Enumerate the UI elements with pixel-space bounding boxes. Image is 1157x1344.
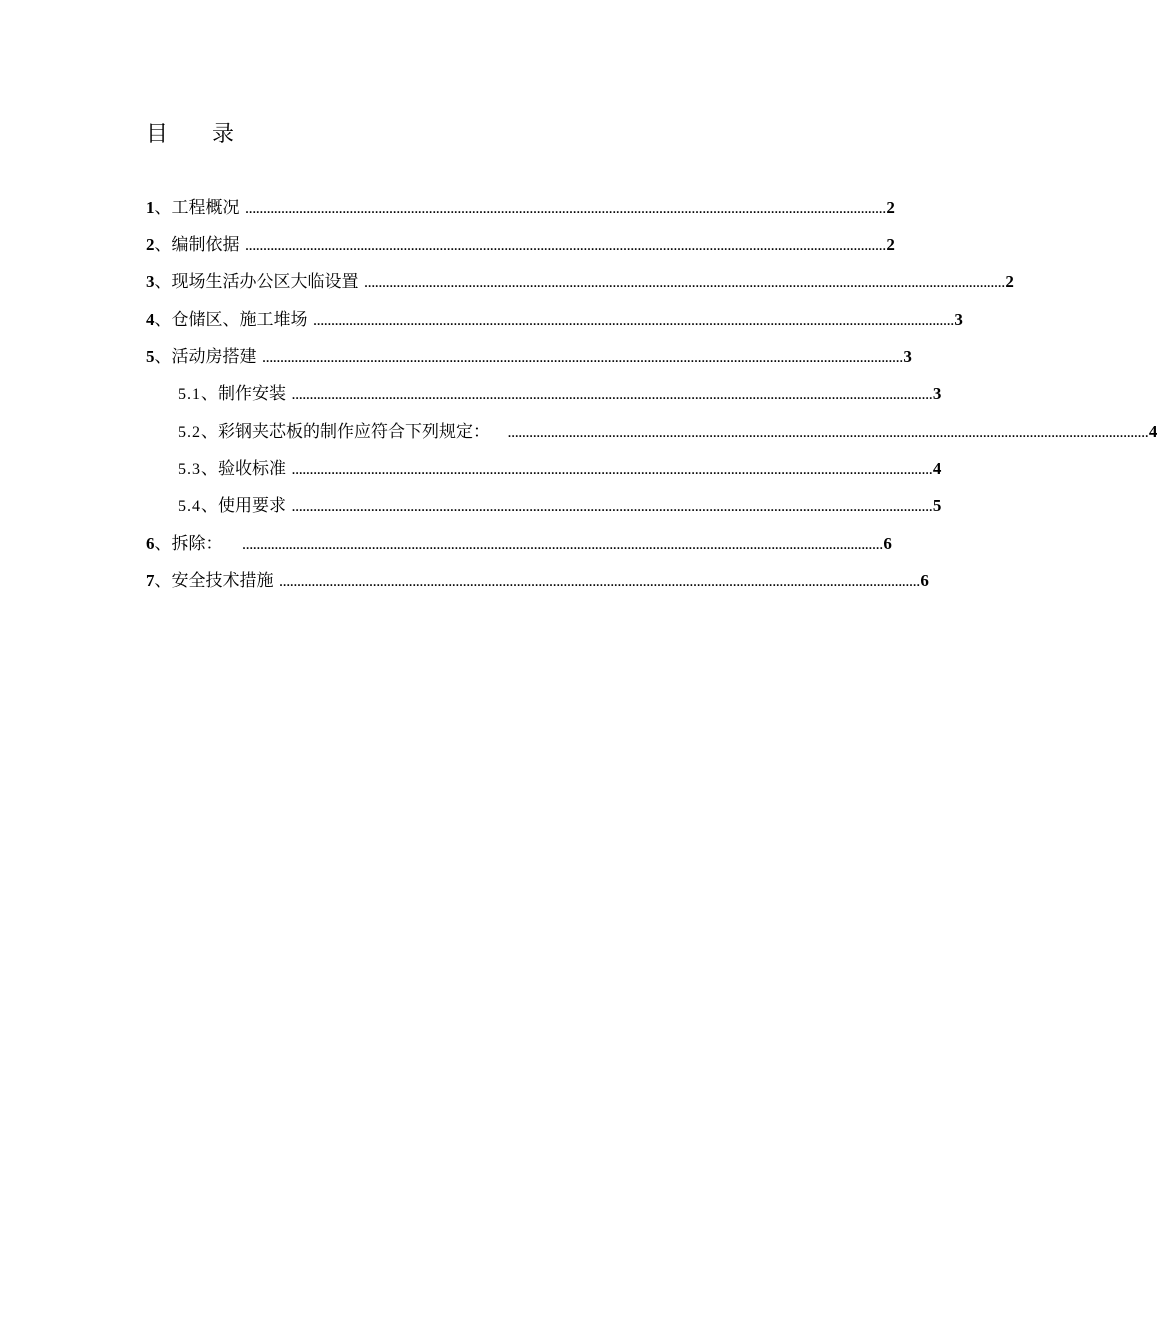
toc-entry-number: 5.1 — [178, 386, 201, 403]
toc-entry-separator: 、 — [154, 571, 172, 591]
toc-entry-number: 7 — [146, 571, 155, 590]
toc-entry-separator: 、 — [201, 459, 218, 479]
toc-dot-leader: .................................................................................................................................................................................. — [508, 426, 1149, 440]
toc-entry-separator: 、 — [154, 198, 172, 218]
toc-subentry[interactable] — [178, 419, 1157, 445]
toc-title: 目 录 — [146, 122, 235, 147]
toc-entry-page: 2 — [1005, 272, 1014, 291]
toc-entry-number: 4 — [146, 310, 155, 329]
toc-entry[interactable] — [146, 568, 929, 594]
toc-entry-separator: 、 — [154, 534, 172, 554]
toc-entry-separator: 、 — [154, 310, 172, 330]
toc-entry-separator: 、 — [154, 347, 172, 367]
toc-entry[interactable] — [146, 232, 895, 258]
toc-entry-number: 5 — [146, 347, 155, 366]
toc-entry-number: 5.4 — [178, 498, 201, 515]
toc-dot-leader: .................................................................................................................................................................................. — [279, 575, 921, 589]
toc-entry-page: 6 — [883, 534, 892, 553]
toc-entry-separator: 、 — [201, 422, 218, 442]
toc-dot-leader: .................................................................................................................................................................................. — [313, 314, 955, 328]
toc-dot-leader: .................................................................................................................................................................................. — [245, 202, 887, 216]
toc-entry-title: 安全技术措施 — [171, 571, 274, 591]
toc-entry-title: 制作安装 — [218, 384, 286, 404]
toc-entry-page: 2 — [886, 198, 895, 217]
toc-entry-title: 验收标准 — [218, 459, 286, 479]
toc-entry[interactable] — [146, 269, 1014, 295]
toc-entry-title: 活动房搭建 — [171, 347, 257, 367]
toc-dot-leader: .................................................................................................................................................................................. — [245, 239, 887, 253]
toc-entry-title: 工程概况 — [171, 198, 240, 218]
toc-entry-page: 2 — [886, 235, 895, 254]
toc-dot-leader: .................................................................................................................................................................................. — [292, 388, 933, 402]
toc-dot-leader: .................................................................................................................................................................................. — [364, 276, 1006, 290]
toc-entry-separator: 、 — [201, 496, 218, 516]
toc-subentry[interactable] — [178, 456, 942, 482]
toc-entry-separator: 、 — [154, 235, 172, 255]
toc-entry-page: 3 — [932, 384, 942, 403]
toc-entry-title: 彩钢夹芯板的制作应符合下列规定： — [218, 422, 490, 442]
toc-entry[interactable] — [146, 344, 912, 370]
toc-entry[interactable] — [146, 531, 892, 557]
toc-entry-page: 4 — [932, 459, 942, 478]
toc-entry[interactable] — [146, 195, 895, 221]
toc-subentry[interactable] — [178, 381, 942, 407]
toc-entry[interactable] — [146, 307, 963, 333]
toc-entry-title: 编制依据 — [171, 235, 240, 255]
toc-entry-title: 使用要求 — [218, 496, 286, 516]
toc-entry-page: 4 — [1148, 422, 1157, 441]
toc-entry-title: 现场生活办公区大临设置 — [171, 272, 359, 292]
toc-entry-page: 3 — [954, 310, 963, 329]
toc-entry-number: 2 — [146, 235, 155, 254]
toc-entry-number: 5.3 — [178, 461, 201, 478]
toc-entry-separator: 、 — [201, 384, 218, 404]
toc-entry-number: 3 — [146, 272, 155, 291]
toc-dot-leader: .................................................................................................................................................................................. — [242, 538, 884, 552]
toc-entry-title: 拆除： — [171, 534, 223, 554]
toc-entry-page: 6 — [920, 571, 929, 590]
toc-entry-number: 1 — [146, 198, 155, 217]
toc-entry-title: 仓储区、施工堆场 — [171, 310, 308, 330]
toc-entry-page: 3 — [903, 347, 912, 366]
toc-dot-leader: .................................................................................................................................................................................. — [292, 500, 933, 514]
toc-subentry[interactable] — [178, 493, 942, 519]
toc-dot-leader: .................................................................................................................................................................................. — [292, 463, 933, 477]
toc-entry-number: 6 — [146, 534, 155, 553]
toc-entry-page: 5 — [932, 496, 942, 515]
toc-entry-number: 5.2 — [178, 424, 201, 441]
toc-dot-leader: .................................................................................................................................................................................. — [262, 351, 904, 365]
toc-entry-separator: 、 — [154, 272, 172, 292]
